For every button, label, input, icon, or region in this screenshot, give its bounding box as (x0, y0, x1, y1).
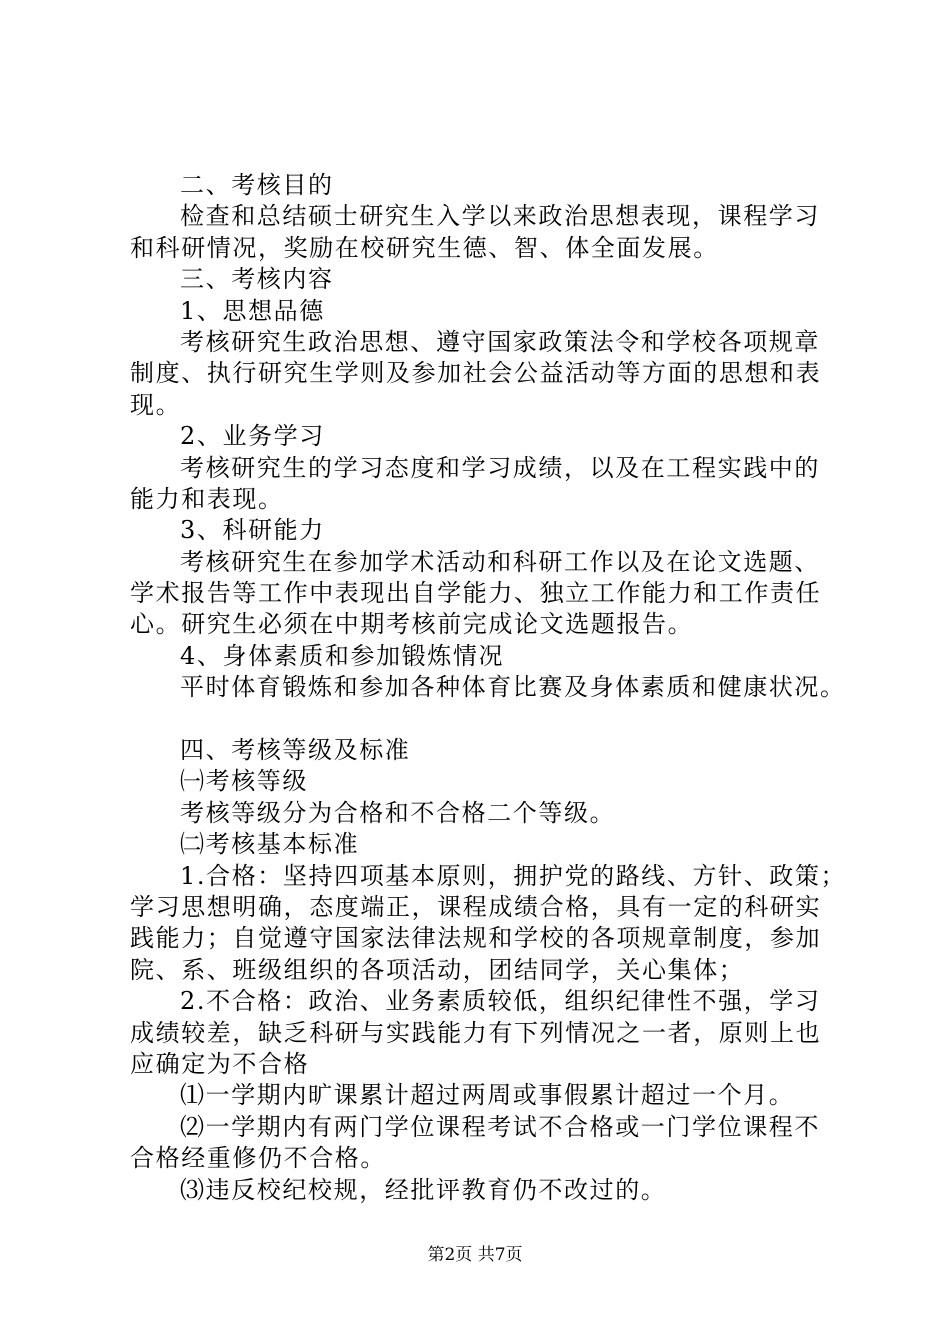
document-line: 2.不合格：政治、业务素质较低，组织纪律性不强，学习 (180, 987, 821, 1016)
document-line: 二、考核目的 (180, 171, 334, 199)
document-line: 心。研究生必须在中期考核前完成论文选题报告。 (130, 610, 694, 639)
document-line: 考核研究生政治思想、遵守国家政策法令和学校各项规章 (180, 327, 820, 356)
document-line: ⑵一学期内有两门学位课程考试不合格或一门学位课程不 (180, 1112, 820, 1141)
document-line: ㈡考核基本标准 (180, 830, 360, 859)
document-line: 院、系、班级组织的各项活动，团结同学，关心集体； (130, 955, 745, 984)
document-line: 制度、执行研究生学则及参加社会公益活动等方面的思想和表 (130, 359, 822, 388)
document-line: 应确定为不合格 (130, 1049, 310, 1078)
document-line: 2、业务学习 (180, 422, 325, 451)
document-line: 学习思想明确，态度端正，课程成绩合格，具有一定的科研实 (130, 892, 822, 921)
document-line: 践能力；自觉遵守国家法律法规和学校的各项规章制度，参加 (130, 924, 822, 953)
document-line: 4、身体素质和参加锻炼情况 (180, 641, 505, 670)
document-line: ⑴一学期内旷课累计超过两周或事假累计超过一个月。 (180, 1081, 795, 1110)
document-line: 四、考核等级及标准 (180, 736, 411, 765)
page-footer: 第2页 共7页 (427, 1245, 523, 1265)
document-line: 成绩较差，缺乏科研与实践能力有下列情况之一者，原则上也 (130, 1018, 822, 1047)
document-line: 能力和表现。 (130, 484, 284, 513)
document-body (130, 170, 847, 1206)
document-line: ㈠考核等级 (180, 767, 308, 796)
document-line: 平时体育锻炼和参加各种体育比赛及身体素质和健康状况。 (180, 673, 846, 702)
document-line: 考核研究生的学习态度和学习成绩，以及在工程实践中的 (180, 453, 820, 482)
document-line: 考核研究生在参加学术活动和科研工作以及在论文选题、 (180, 547, 820, 576)
document-line: 现。 (130, 390, 182, 419)
blank-line (130, 704, 840, 735)
document-line: 学术报告等工作中表现出自学能力、独立工作能力和工作责任 (130, 579, 822, 608)
document-line: 1.合格：坚持四项基本原则，拥护党的路线、方针、政策； (180, 861, 847, 890)
document-line: 考核等级分为合格和不合格二个等级。 (180, 798, 616, 827)
document-line: 和科研情况，奖励在校研究生德、智、体全面发展。 (130, 233, 719, 262)
document-line: 三、考核内容 (180, 265, 334, 294)
document-line: 3、科研能力 (180, 516, 325, 545)
document-line: ⑶违反校纪校规，经批评教育仍不改过的。 (180, 1175, 667, 1204)
document-line: 合格经重修仍不合格。 (130, 1144, 386, 1173)
document-line: 1、思想品德 (180, 296, 325, 325)
document-line: 检查和总结硕士研究生入学以来政治思想表现，课程学习 (180, 202, 820, 231)
